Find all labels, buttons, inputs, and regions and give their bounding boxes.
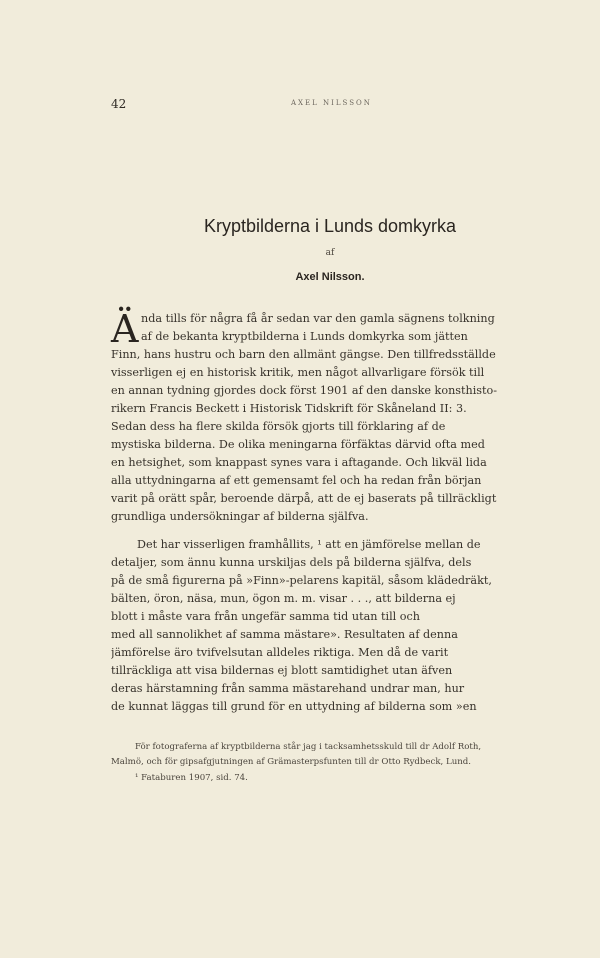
body-line: mystiska bilderna. De olika meningarna förfäktas därvid ofta med — [111, 438, 485, 451]
body-line: visserligen ej en historisk kritik, men något allvarligare försök till — [111, 366, 485, 379]
body-line: af de bekanta kryptbilderna i Lunds domkyrka som jätten — [141, 330, 468, 343]
page-number: 42 — [111, 97, 127, 111]
body-line: nda tills för några få år sedan var den gamla sägnens tolkning — [141, 312, 495, 325]
body-line: Det har visserligen framhållits, ¹ att en jämförelse mellan de — [137, 538, 481, 551]
body-line: Finn, hans hustru och barn den allmänt gängse. Den tillfredsställde — [111, 348, 496, 361]
body-line: Sedan dess ha flere skilda försök gjorts till förklaring af de — [111, 420, 446, 433]
body-line: jämförelse äro tvifvelsutan alldeles riktiga. Men då de varit — [111, 646, 449, 659]
body-line: rikern Francis Beckett i Historisk Tidskrift för Skåneland II: 3. — [111, 402, 467, 415]
page-header — [111, 97, 546, 111]
running-head: AXEL NILSSON — [291, 99, 372, 107]
body-line: en hetsighet, som knappast synes vara i aftagande. Och likväl lida — [111, 456, 487, 469]
body-line: bälten, öron, näsa, mun, ögon m. m. visar . . ., att bilderna ej — [111, 592, 456, 605]
footnote-line: För fotograferna af kryptbilderna står jag i tacksamhetsskuld till dr Adolf Roth, — [135, 742, 482, 752]
byline-af: af — [325, 248, 335, 258]
body-line: deras härstamning från samma mästarehand undrar man, hur — [111, 682, 465, 695]
body-line: på de små figurerna på »Finn»-pelarens kapitäl, såsom klädedräkt, — [111, 574, 492, 587]
article-author: Axel Nilsson. — [295, 271, 365, 283]
body-line: de kunnat läggas till grund för en uttydning af bilderna som »en — [111, 700, 477, 713]
body-line: varit på orätt spår, beroende därpå, att de ej baserats på tillräckligt — [111, 492, 497, 505]
body-line: tillräckliga att visa bildernas ej blott samtidighet utan äfven — [111, 664, 453, 677]
drop-cap: Ä — [111, 307, 139, 351]
body-line: grundliga undersökningar af bilderna själfva. — [111, 510, 369, 523]
body-line: en annan tydning gjordes dock först 1901 af den danske konsthisto- — [111, 384, 498, 397]
body-line: blott i måste vara från ungefär samma tid utan till och — [111, 610, 421, 623]
footnote-line: Malmö, och för gipsafgjutningen af Grämasterpsfunten till dr Otto Rydbeck, Lund. — [111, 757, 472, 767]
body-line: alla uttydningarna af ett gemensamt fel och ha redan från början — [111, 474, 482, 487]
body-line: detaljer, som ännu kunna urskiljas dels på bilderna själfva, dels — [111, 556, 472, 569]
footnote-line: ¹ Fataburen 1907, sid. 74. — [135, 773, 248, 783]
body-line: med all sannolikhet af samma mästare». Resultaten af denna — [111, 628, 458, 641]
article-title: Kryptbilderna i Lunds domkyrka — [203, 216, 457, 236]
